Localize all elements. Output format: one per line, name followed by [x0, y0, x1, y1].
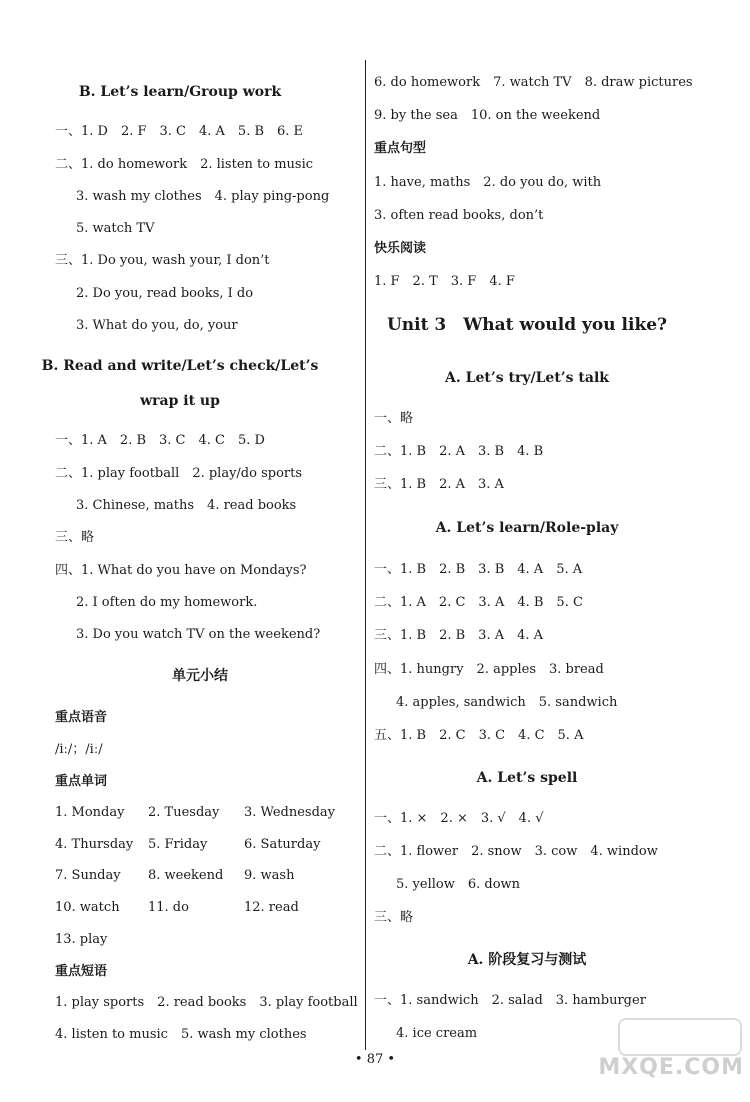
answer-line: 5. yellow 6. down [396, 877, 521, 892]
answer-line: 2. I often do my homework. [76, 595, 258, 610]
answer-line: 三、略 [374, 910, 414, 925]
answer-line: 四、1. hungry 2. apples 3. bread [374, 662, 604, 677]
answer-line: 四、1. What do you have on Mondays? [55, 563, 307, 578]
phrases-label: 重点短语 [55, 964, 108, 979]
reading-label: 快乐阅读 [374, 241, 427, 256]
section-title: B. Read and write/Let’s check/Let’s [41, 358, 319, 374]
answer-line: 二、1. flower 2. snow 3. cow 4. window [374, 844, 658, 859]
answer-line: 一、1. B 2. B 3. B 4. A 5. A [374, 562, 583, 577]
answer-line: 3. What do you, do, your [76, 318, 238, 333]
answer-line: 三、1. B 2. A 3. A [374, 477, 504, 492]
answer-line: 一、1. sandwich 2. salad 3. hamburger [374, 993, 646, 1008]
answer-line: 3. often read books, don’t [374, 208, 544, 223]
answer-line: 三、1. Do you, wash your, I don’t [55, 253, 270, 268]
section-title: A. Let’s learn/Role-play [435, 520, 619, 536]
word-item: 1. Monday [55, 805, 125, 820]
word-item: 10. watch [55, 900, 120, 915]
word-item: 11. do [148, 900, 189, 915]
section-title: A. 阶段复习与测试 [467, 952, 587, 968]
answer-line: 2. Do you, read books, I do [76, 286, 254, 301]
word-item: 5. Friday [148, 837, 208, 852]
answer-line: 二、1. A 2. C 3. A 4. B 5. C [374, 595, 583, 610]
phrase-line: 1. play sports 2. read books 3. play football [55, 995, 358, 1010]
watermark: MXQE.COM [598, 1055, 744, 1080]
watermark-logo-icon [618, 1018, 742, 1056]
word-item: 6. Saturday [244, 837, 321, 852]
answer-line: 4. ice cream [396, 1026, 478, 1041]
answer-line: 3. wash my clothes 4. play ping-pong [76, 189, 330, 204]
word-item: 7. Sunday [55, 868, 121, 883]
answer-line: 1. F 2. T 3. F 4. F [374, 274, 515, 289]
answer-line: 三、1. B 2. B 3. A 4. A [374, 628, 544, 643]
answer-line: 1. have, maths 2. do you do, with [374, 175, 602, 190]
column-divider [365, 60, 366, 1050]
answer-line: 二、1. play football 2. play/do sports [55, 466, 303, 481]
page-number: • 87 • [354, 1052, 396, 1067]
word-item: 12. read [244, 900, 299, 915]
words-label: 重点单词 [55, 774, 108, 789]
word-item: 13. play [55, 932, 108, 947]
phrase-line: 4. listen to music 5. wash my clothes [55, 1027, 307, 1042]
answer-line: 4. apples, sandwich 5. sandwich [396, 695, 618, 710]
pronunciation-label: 重点语音 [55, 710, 108, 725]
answer-line: 五、1. B 2. C 3. C 4. C 5. A [374, 728, 584, 743]
answer-line: 一、1. × 2. × 3. √ 4. √ [374, 811, 544, 826]
section-title: B. Let’s learn/Group work [78, 84, 282, 100]
answer-line: 一、略 [374, 411, 414, 426]
word-item: 9. wash [244, 868, 295, 883]
summary-title: 单元小结 [172, 668, 228, 684]
answer-line: 一、1. D 2. F 3. C 4. A 5. B 6. E [55, 124, 304, 139]
answer-line: 3. Do you watch TV on the weekend? [76, 627, 321, 642]
answer-line: 三、略 [55, 530, 95, 545]
answer-line: 二、1. do homework 2. listen to music [55, 157, 314, 172]
answer-line: 一、1. A 2. B 3. C 4. C 5. D [55, 433, 265, 448]
section-title: A. Let’s try/Let’s talk [445, 370, 609, 386]
answer-line: 5. watch TV [76, 221, 155, 236]
answer-line: 9. by the sea 10. on the weekend [374, 108, 601, 123]
section-title: wrap it up [140, 393, 220, 409]
word-item: 8. weekend [148, 868, 224, 883]
unit-title: Unit 3 What would you like? [386, 315, 668, 335]
pronunciation-value: /iː/；/iː/ [55, 742, 103, 757]
word-item: 4. Thursday [55, 837, 134, 852]
answer-line: 6. do homework 7. watch TV 8. draw pictures [374, 75, 693, 90]
answer-line: 3. Chinese, maths 4. read books [76, 498, 297, 513]
section-title: A. Let’s spell [476, 770, 578, 786]
sentences-label: 重点句型 [374, 141, 427, 156]
word-item: 3. Wednesday [244, 805, 336, 820]
answer-line: 二、1. B 2. A 3. B 4. B [374, 444, 544, 459]
word-item: 2. Tuesday [148, 805, 220, 820]
